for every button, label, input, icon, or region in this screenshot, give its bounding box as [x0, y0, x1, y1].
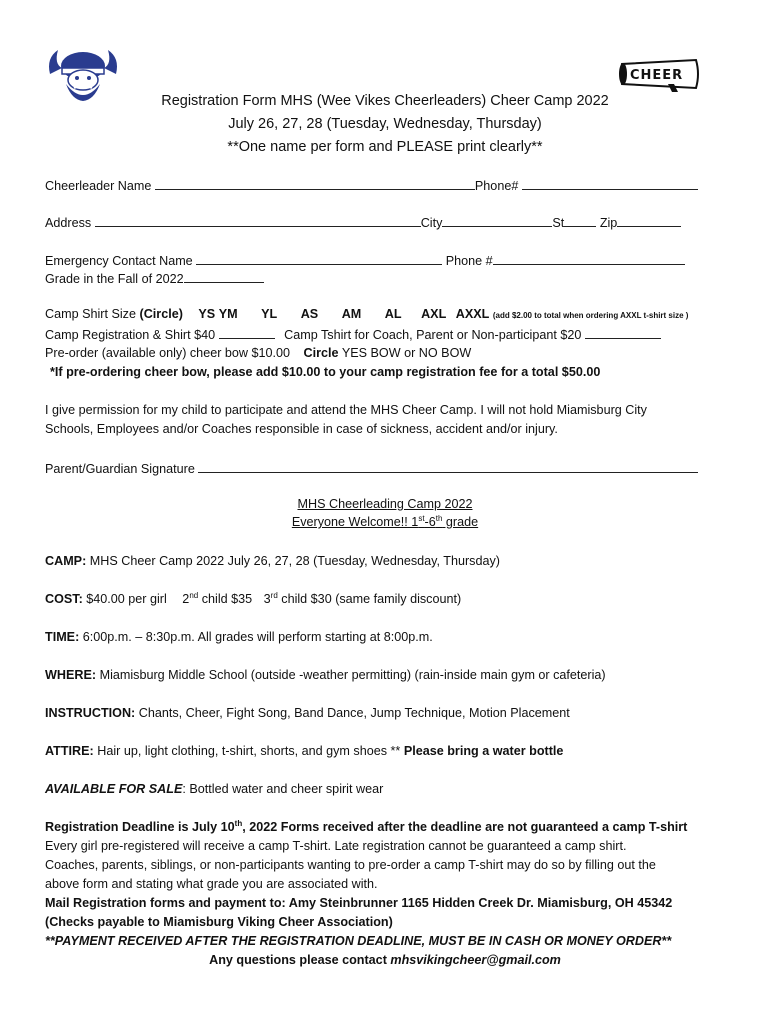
- cheerleader-name-field[interactable]: [155, 177, 475, 190]
- state-label: St: [552, 216, 565, 230]
- size-option-am[interactable]: AM: [341, 307, 362, 321]
- grade-row: [45, 270, 264, 286]
- cheerleader-name-row: [45, 177, 698, 193]
- cheerleader-name-label: Cheerleader Name: [45, 179, 152, 193]
- attire-water-note: Please bring a water bottle: [403, 744, 564, 758]
- camp-title: MHS Cheerleading Camp 2022: [297, 497, 473, 511]
- instruction-value: Chants, Cheer, Fight Song, Band Dance, Jump Technique, Motion Placement: [138, 706, 570, 720]
- cost-third: 3rd child $30 (same family discount): [263, 590, 462, 606]
- questions-label: Any questions please contact: [209, 953, 387, 967]
- address-label: Address: [45, 216, 92, 230]
- deadline-line-3: Coaches, parents, siblings, or non-participants wanting to pre-order a camp T-shirt may do so by filling out the: [45, 858, 656, 872]
- city-field[interactable]: [442, 214, 552, 227]
- address-row: [45, 214, 681, 230]
- emergency-contact-row: [45, 252, 685, 268]
- cost-first: $40.00 per girl: [86, 592, 167, 606]
- cheer-logo-text: CHEER: [630, 68, 684, 83]
- welcome-row: [0, 515, 770, 529]
- bow-row: [45, 346, 471, 360]
- zip-label: Zip: [599, 216, 618, 230]
- form-title: Registration Form MHS (Wee Vikes Cheerleaders) Cheer Camp 2022: [161, 93, 609, 109]
- camp-title-row: [0, 497, 770, 511]
- cost-label: COST:: [45, 592, 83, 606]
- size-option-axxl[interactable]: AXXL: [455, 307, 490, 321]
- signature-row: [45, 460, 698, 476]
- welcome-text: Everyone Welcome!! 1st-6th grade: [291, 513, 479, 529]
- signature-field[interactable]: [198, 460, 698, 473]
- registration-field[interactable]: [219, 326, 275, 339]
- instruction-row: [45, 706, 570, 720]
- coach-tshirt-field[interactable]: [585, 326, 661, 339]
- camp-value: MHS Cheer Camp 2022 July 26, 27, 28 (Tuesday, Wednesday, Thursday): [89, 554, 500, 568]
- cost-second: 2nd child $35: [182, 590, 253, 606]
- bow-note: *If pre-ordering cheer bow, please add $10.00 to your camp registration fee for a total $50.00: [50, 365, 601, 379]
- camp-row: [45, 554, 500, 568]
- emergency-contact-label: Emergency Contact Name: [45, 254, 193, 268]
- registration-label: Camp Registration & Shirt $40: [45, 328, 216, 342]
- axxl-note: (add $2.00 to total when ordering AXXL t-shirt size ): [492, 311, 689, 320]
- sale-label: AVAILABLE FOR SALE: [45, 782, 183, 796]
- phone-field[interactable]: [522, 177, 698, 190]
- attire-row: [45, 744, 563, 758]
- city-label: City: [420, 216, 443, 230]
- phone-label: Phone#: [474, 179, 519, 193]
- zip-field[interactable]: [617, 214, 681, 227]
- size-option-axl[interactable]: AXL: [421, 307, 447, 321]
- payment-notice: **PAYMENT RECEIVED AFTER THE REGISTRATION DEADLINE, MUST BE IN CASH OR MONEY ORDER**: [45, 934, 672, 948]
- grade-field[interactable]: [184, 270, 264, 283]
- state-field[interactable]: [564, 214, 596, 227]
- shirt-size-row: [45, 307, 688, 321]
- deadline-line-2: Every girl pre-registered will receive a camp T-shirt. Late registration cannot be guaranteed a camp shirt.: [45, 839, 627, 853]
- attire-label: ATTIRE:: [45, 744, 94, 758]
- size-option-ym[interactable]: YM: [218, 307, 238, 321]
- camp-dates: July 26, 27, 28 (Tuesday, Wednesday, Thursday): [228, 116, 542, 132]
- sale-row: [45, 782, 383, 796]
- time-row: [45, 630, 433, 644]
- permission-line-1: I give permission for my child to participate and attend the MHS Cheer Camp. I will not hold Miamisburg City: [45, 403, 647, 417]
- shirt-circle-label: (Circle): [139, 307, 183, 321]
- grade-label: Grade in the Fall of 2022: [45, 272, 184, 286]
- time-value: 6:00p.m. – 8:30p.m. All grades will perform starting at 8:00p.m.: [82, 630, 433, 644]
- time-label: TIME:: [45, 630, 80, 644]
- signature-label: Parent/Guardian Signature: [45, 462, 195, 476]
- bow-options[interactable]: YES BOW or NO BOW: [341, 346, 472, 360]
- camp-label: CAMP:: [45, 554, 87, 568]
- where-label: WHERE:: [45, 668, 97, 682]
- attire-value: Hair up, light clothing, t-shirt, shorts, and gym shoes **: [97, 744, 401, 758]
- sale-value: : Bottled water and cheer spirit wear: [182, 782, 384, 796]
- where-value: Miamisburg Middle School (outside -weather permitting) (rain-inside main gym or cafeteria): [99, 668, 606, 682]
- deadline-line-4: above form and stating what grade you are associated with.: [45, 877, 378, 891]
- size-option-as[interactable]: AS: [300, 307, 319, 321]
- registration-row: [45, 326, 661, 342]
- shirt-size-label: Camp Shirt Size: [45, 307, 136, 321]
- contact-email[interactable]: mhsvikingcheer@gmail.com: [390, 953, 561, 967]
- coach-tshirt-label: Camp Tshirt for Coach, Parent or Non-participant $20: [284, 328, 582, 342]
- cost-row: [45, 592, 461, 606]
- form-instruction: **One name per form and PLEASE print clearly**: [227, 139, 543, 155]
- emergency-phone-field[interactable]: [493, 252, 685, 265]
- size-option-yl[interactable]: YL: [261, 307, 278, 321]
- bow-label: Pre-order (available only) cheer bow $10.00: [45, 346, 291, 360]
- instruction-label: INSTRUCTION:: [45, 706, 136, 720]
- emergency-contact-field[interactable]: [196, 252, 442, 265]
- cheer-megaphone-logo: [618, 54, 702, 94]
- checks-payable: (Checks payable to Miamisburg Viking Cheer Association): [45, 915, 393, 929]
- bow-circle-label: Circle: [303, 346, 339, 360]
- permission-line-2: Schools, Employees and/or Coaches responsible in case of sickness, accident and/or injury.: [45, 422, 558, 436]
- emergency-phone-label: Phone #: [445, 254, 493, 268]
- size-option-ys[interactable]: YS: [198, 307, 216, 321]
- size-option-al[interactable]: AL: [384, 307, 402, 321]
- questions-row: [0, 953, 770, 967]
- where-row: [45, 668, 606, 682]
- deadline-line-1: Registration Deadline is July 10th, 2022 Forms received after the deadline are not guaranteed a camp T-shirt: [45, 818, 688, 834]
- mail-address: Mail Registration forms and payment to: Amy Steinbrunner 1165 Hidden Creek Dr. Miamisburg, OH 45342: [45, 896, 673, 910]
- address-field[interactable]: [95, 214, 421, 227]
